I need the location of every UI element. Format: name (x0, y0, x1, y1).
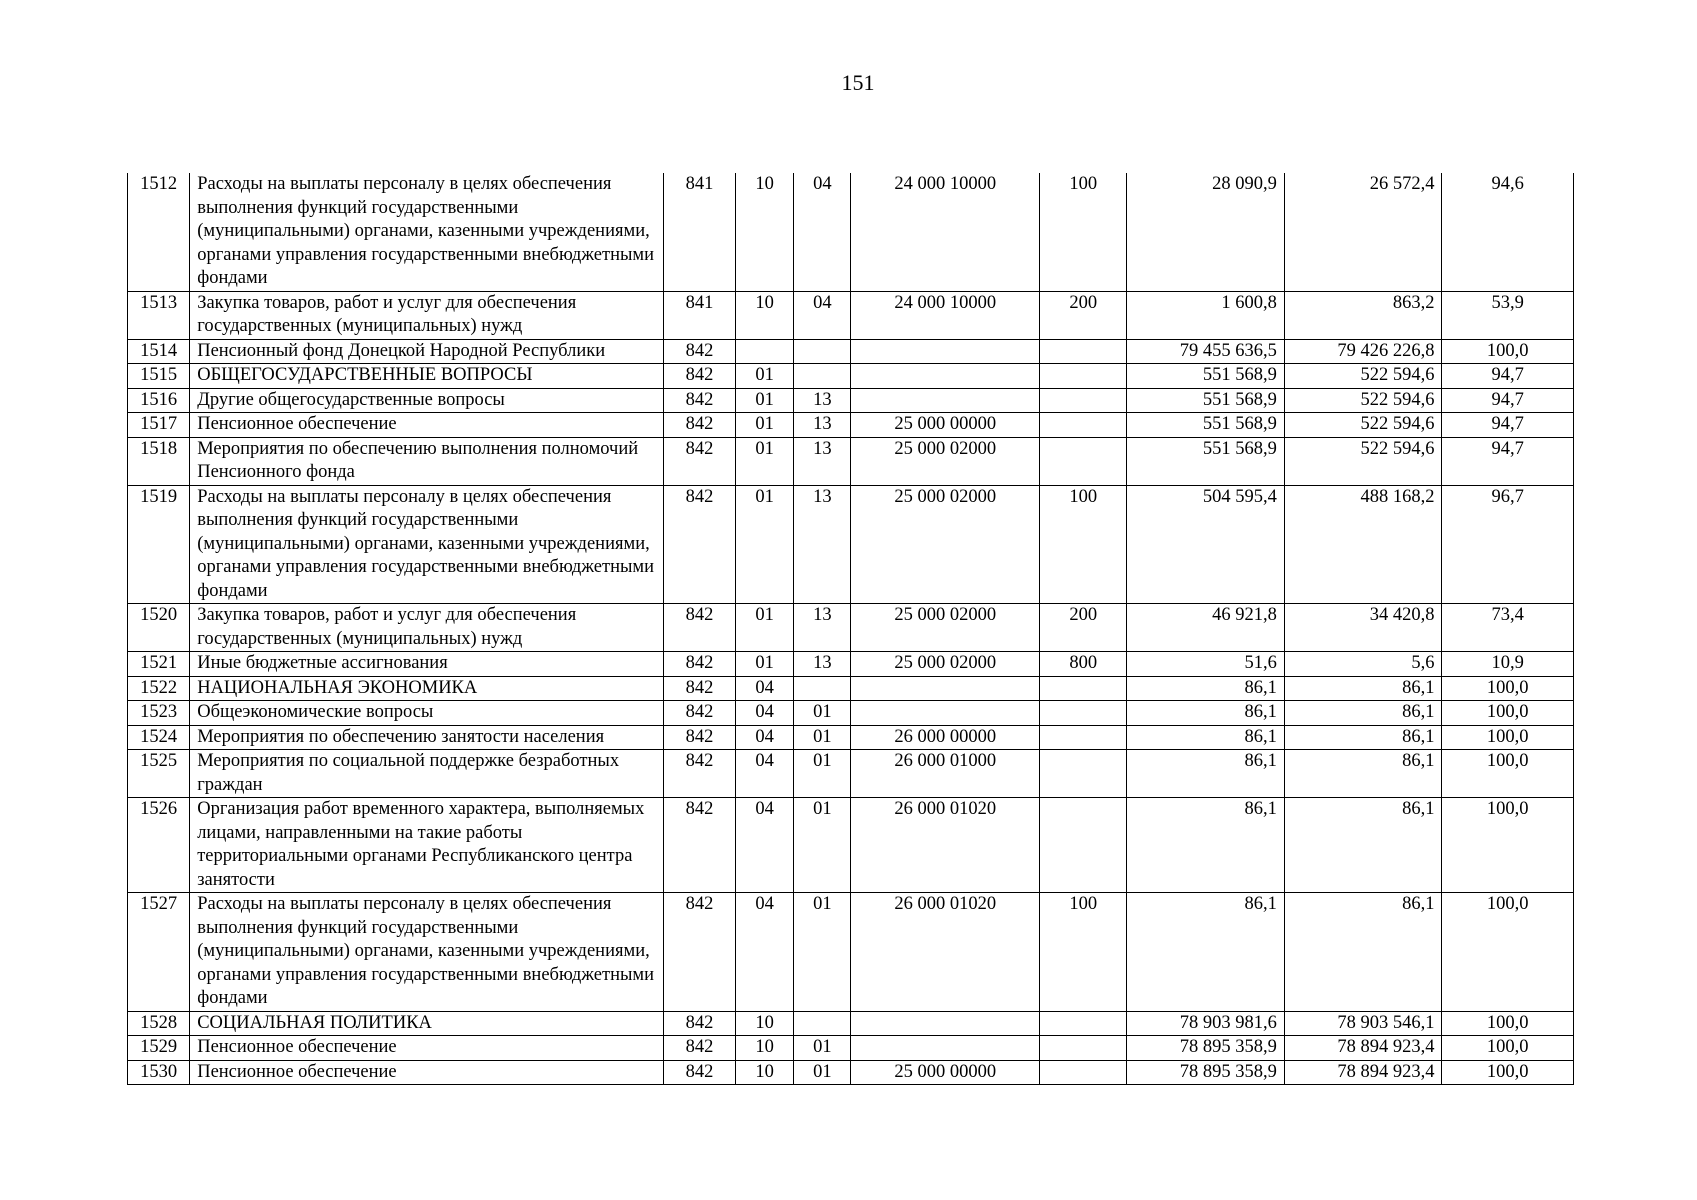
description-cell: НАЦИОНАЛЬНАЯ ЭКОНОМИКА (190, 676, 664, 701)
section-code-cell: 01 (736, 604, 794, 652)
description-cell: Закупка товаров, работ и услуг для обеспечения государственных (муниципальных) нужд (190, 291, 664, 339)
target-article-cell: 25 000 00000 (851, 413, 1040, 438)
table-row (128, 652, 1574, 677)
budget-table (127, 173, 1574, 1085)
department-code-cell: 842 (663, 388, 735, 413)
execution-percent-cell: 73,4 (1442, 604, 1574, 652)
table-row (128, 676, 1574, 701)
section-code-cell: 10 (736, 1060, 794, 1085)
subsection-code-cell: 01 (794, 701, 851, 726)
expense-type-cell (1040, 413, 1127, 438)
planned-amount-cell: 86,1 (1127, 750, 1285, 798)
description-cell: Пенсионное обеспечение (190, 1036, 664, 1061)
description-cell: ОБЩЕГОСУДАРСТВЕННЫЕ ВОПРОСЫ (190, 364, 664, 389)
subsection-code-cell: 13 (794, 652, 851, 677)
planned-amount-cell: 28 090,9 (1127, 173, 1285, 291)
section-code-cell: 04 (736, 798, 794, 893)
page-number: 151 (841, 70, 875, 95)
table-row (128, 750, 1574, 798)
execution-percent-cell: 100,0 (1442, 1011, 1574, 1036)
subsection-code-cell: 01 (794, 893, 851, 1012)
actual-amount-cell: 863,2 (1284, 291, 1442, 339)
section-code-cell: 04 (736, 676, 794, 701)
table-row (128, 485, 1574, 604)
actual-amount-cell: 522 594,6 (1284, 364, 1442, 389)
row-number-cell: 1524 (128, 725, 190, 750)
target-article-cell: 25 000 02000 (851, 604, 1040, 652)
description-cell: Общеэкономические вопросы (190, 701, 664, 726)
expense-type-cell: 100 (1040, 485, 1127, 604)
execution-percent-cell: 100,0 (1442, 798, 1574, 893)
subsection-code-cell: 13 (794, 437, 851, 485)
section-code-cell: 01 (736, 364, 794, 389)
planned-amount-cell: 86,1 (1127, 701, 1285, 726)
planned-amount-cell: 86,1 (1127, 893, 1285, 1012)
expense-type-cell (1040, 437, 1127, 485)
subsection-code-cell: 01 (794, 798, 851, 893)
execution-percent-cell: 94,7 (1442, 437, 1574, 485)
planned-amount-cell: 78 895 358,9 (1127, 1036, 1285, 1061)
table-row (128, 725, 1574, 750)
department-code-cell: 842 (663, 339, 735, 364)
section-code-cell (736, 339, 794, 364)
planned-amount-cell: 86,1 (1127, 676, 1285, 701)
target-article-cell: 26 000 01000 (851, 750, 1040, 798)
target-article-cell: 25 000 00000 (851, 1060, 1040, 1085)
row-number-cell: 1528 (128, 1011, 190, 1036)
subsection-code-cell: 01 (794, 1036, 851, 1061)
table-row (128, 339, 1574, 364)
execution-percent-cell: 100,0 (1442, 701, 1574, 726)
execution-percent-cell: 10,9 (1442, 652, 1574, 677)
row-number-cell: 1529 (128, 1036, 190, 1061)
target-article-cell: 26 000 00000 (851, 725, 1040, 750)
planned-amount-cell: 504 595,4 (1127, 485, 1285, 604)
department-code-cell: 841 (663, 173, 735, 291)
planned-amount-cell: 86,1 (1127, 725, 1285, 750)
department-code-cell: 842 (663, 604, 735, 652)
execution-percent-cell: 100,0 (1442, 339, 1574, 364)
description-cell: СОЦИАЛЬНАЯ ПОЛИТИКА (190, 1011, 664, 1036)
expense-type-cell: 100 (1040, 173, 1127, 291)
row-number-cell: 1522 (128, 676, 190, 701)
section-code-cell: 01 (736, 388, 794, 413)
target-article-cell: 25 000 02000 (851, 485, 1040, 604)
actual-amount-cell: 86,1 (1284, 701, 1442, 726)
department-code-cell: 842 (663, 750, 735, 798)
table-row (128, 604, 1574, 652)
target-article-cell: 24 000 10000 (851, 173, 1040, 291)
table-row (128, 173, 1574, 291)
table-row (128, 701, 1574, 726)
description-cell: Организация работ временного характера, выполняемых лицами, направленными на такие работы территориальными органами Республиканского центра занятости (190, 798, 664, 893)
actual-amount-cell: 522 594,6 (1284, 413, 1442, 438)
section-code-cell: 04 (736, 893, 794, 1012)
actual-amount-cell: 26 572,4 (1284, 173, 1442, 291)
target-article-cell (851, 676, 1040, 701)
actual-amount-cell: 488 168,2 (1284, 485, 1442, 604)
row-number-cell: 1519 (128, 485, 190, 604)
department-code-cell: 841 (663, 291, 735, 339)
description-cell: Расходы на выплаты персоналу в целях обеспечения выполнения функций государственными (муниципальными) органами, казенными учреждениями, органами управления государственными внебюджетными фондами (190, 893, 664, 1012)
table-row (128, 437, 1574, 485)
planned-amount-cell: 86,1 (1127, 798, 1285, 893)
department-code-cell: 842 (663, 364, 735, 389)
description-cell: Мероприятия по обеспечению выполнения полномочий Пенсионного фонда (190, 437, 664, 485)
target-article-cell: 26 000 01020 (851, 798, 1040, 893)
actual-amount-cell: 86,1 (1284, 798, 1442, 893)
planned-amount-cell: 551 568,9 (1127, 364, 1285, 389)
execution-percent-cell: 100,0 (1442, 725, 1574, 750)
section-code-cell: 01 (736, 413, 794, 438)
table-row (128, 1060, 1574, 1085)
execution-percent-cell: 94,7 (1442, 413, 1574, 438)
target-article-cell (851, 1036, 1040, 1061)
subsection-code-cell (794, 676, 851, 701)
department-code-cell: 842 (663, 485, 735, 604)
description-cell: Расходы на выплаты персоналу в целях обеспечения выполнения функций государственными (муниципальными) органами, казенными учреждениями, органами управления государственными внебюджетными фондами (190, 485, 664, 604)
subsection-code-cell (794, 1011, 851, 1036)
row-number-cell: 1517 (128, 413, 190, 438)
execution-percent-cell: 94,7 (1442, 364, 1574, 389)
target-article-cell (851, 364, 1040, 389)
department-code-cell: 842 (663, 437, 735, 485)
subsection-code-cell: 01 (794, 725, 851, 750)
section-code-cell: 01 (736, 652, 794, 677)
section-code-cell: 10 (736, 1036, 794, 1061)
target-article-cell: 25 000 02000 (851, 437, 1040, 485)
department-code-cell: 842 (663, 1060, 735, 1085)
execution-percent-cell: 94,6 (1442, 173, 1574, 291)
table-row (128, 1011, 1574, 1036)
target-article-cell (851, 339, 1040, 364)
table-row (128, 291, 1574, 339)
row-number-cell: 1520 (128, 604, 190, 652)
expense-type-cell: 100 (1040, 893, 1127, 1012)
section-code-cell: 04 (736, 725, 794, 750)
row-number-cell: 1521 (128, 652, 190, 677)
description-cell: Мероприятия по обеспечению занятости населения (190, 725, 664, 750)
row-number-cell: 1518 (128, 437, 190, 485)
actual-amount-cell: 86,1 (1284, 893, 1442, 1012)
planned-amount-cell: 551 568,9 (1127, 413, 1285, 438)
table-row (128, 364, 1574, 389)
planned-amount-cell: 79 455 636,5 (1127, 339, 1285, 364)
expense-type-cell (1040, 339, 1127, 364)
table-row (128, 1036, 1574, 1061)
row-number-cell: 1514 (128, 339, 190, 364)
planned-amount-cell: 78 895 358,9 (1127, 1060, 1285, 1085)
subsection-code-cell: 13 (794, 485, 851, 604)
row-number-cell: 1515 (128, 364, 190, 389)
table-row (128, 413, 1574, 438)
expense-type-cell (1040, 364, 1127, 389)
subsection-code-cell: 13 (794, 604, 851, 652)
description-cell: Пенсионное обеспечение (190, 1060, 664, 1085)
section-code-cell: 10 (736, 291, 794, 339)
row-number-cell: 1513 (128, 291, 190, 339)
execution-percent-cell: 100,0 (1442, 750, 1574, 798)
planned-amount-cell: 78 903 981,6 (1127, 1011, 1285, 1036)
description-cell: Закупка товаров, работ и услуг для обеспечения государственных (муниципальных) нужд (190, 604, 664, 652)
target-article-cell: 25 000 02000 (851, 652, 1040, 677)
expense-type-cell (1040, 1011, 1127, 1036)
department-code-cell: 842 (663, 676, 735, 701)
department-code-cell: 842 (663, 652, 735, 677)
subsection-code-cell: 04 (794, 291, 851, 339)
actual-amount-cell: 78 903 546,1 (1284, 1011, 1442, 1036)
expense-type-cell (1040, 798, 1127, 893)
expense-type-cell: 800 (1040, 652, 1127, 677)
description-cell: Другие общегосударственные вопросы (190, 388, 664, 413)
target-article-cell: 24 000 10000 (851, 291, 1040, 339)
row-number-cell: 1530 (128, 1060, 190, 1085)
subsection-code-cell (794, 364, 851, 389)
description-cell: Пенсионный фонд Донецкой Народной Республики (190, 339, 664, 364)
execution-percent-cell: 100,0 (1442, 893, 1574, 1012)
expense-type-cell (1040, 701, 1127, 726)
subsection-code-cell (794, 339, 851, 364)
actual-amount-cell: 34 420,8 (1284, 604, 1442, 652)
actual-amount-cell: 522 594,6 (1284, 437, 1442, 485)
description-cell: Мероприятия по социальной поддержке безработных граждан (190, 750, 664, 798)
planned-amount-cell: 51,6 (1127, 652, 1285, 677)
expense-type-cell (1040, 725, 1127, 750)
table-row (128, 798, 1574, 893)
planned-amount-cell: 1 600,8 (1127, 291, 1285, 339)
row-number-cell: 1516 (128, 388, 190, 413)
actual-amount-cell: 86,1 (1284, 750, 1442, 798)
department-code-cell: 842 (663, 413, 735, 438)
row-number-cell: 1526 (128, 798, 190, 893)
target-article-cell (851, 388, 1040, 413)
expense-type-cell (1040, 750, 1127, 798)
planned-amount-cell: 551 568,9 (1127, 388, 1285, 413)
description-cell: Пенсионное обеспечение (190, 413, 664, 438)
table-row (128, 893, 1574, 1012)
planned-amount-cell: 46 921,8 (1127, 604, 1285, 652)
expense-type-cell (1040, 1060, 1127, 1085)
description-cell: Иные бюджетные ассигнования (190, 652, 664, 677)
actual-amount-cell: 86,1 (1284, 725, 1442, 750)
section-code-cell: 10 (736, 173, 794, 291)
row-number-cell: 1525 (128, 750, 190, 798)
execution-percent-cell: 100,0 (1442, 676, 1574, 701)
actual-amount-cell: 78 894 923,4 (1284, 1060, 1442, 1085)
execution-percent-cell: 100,0 (1442, 1036, 1574, 1061)
department-code-cell: 842 (663, 893, 735, 1012)
expense-type-cell (1040, 388, 1127, 413)
description-cell: Расходы на выплаты персоналу в целях обеспечения выполнения функций государственными (муниципальными) органами, казенными учреждениями, органами управления государственными внебюджетными фондами (190, 173, 664, 291)
table-row (128, 388, 1574, 413)
execution-percent-cell: 53,9 (1442, 291, 1574, 339)
subsection-code-cell: 01 (794, 1060, 851, 1085)
actual-amount-cell: 522 594,6 (1284, 388, 1442, 413)
actual-amount-cell: 78 894 923,4 (1284, 1036, 1442, 1061)
actual-amount-cell: 5,6 (1284, 652, 1442, 677)
row-number-cell: 1527 (128, 893, 190, 1012)
subsection-code-cell: 13 (794, 413, 851, 438)
target-article-cell: 26 000 01020 (851, 893, 1040, 1012)
department-code-cell: 842 (663, 701, 735, 726)
department-code-cell: 842 (663, 1036, 735, 1061)
section-code-cell: 10 (736, 1011, 794, 1036)
planned-amount-cell: 551 568,9 (1127, 437, 1285, 485)
subsection-code-cell: 04 (794, 173, 851, 291)
expense-type-cell (1040, 676, 1127, 701)
department-code-cell: 842 (663, 798, 735, 893)
subsection-code-cell: 01 (794, 750, 851, 798)
execution-percent-cell: 94,7 (1442, 388, 1574, 413)
section-code-cell: 01 (736, 437, 794, 485)
row-number-cell: 1523 (128, 701, 190, 726)
section-code-cell: 04 (736, 701, 794, 726)
expense-type-cell (1040, 1036, 1127, 1061)
actual-amount-cell: 79 426 226,8 (1284, 339, 1442, 364)
subsection-code-cell: 13 (794, 388, 851, 413)
expense-type-cell: 200 (1040, 291, 1127, 339)
target-article-cell (851, 1011, 1040, 1036)
section-code-cell: 01 (736, 485, 794, 604)
expense-type-cell: 200 (1040, 604, 1127, 652)
target-article-cell (851, 701, 1040, 726)
department-code-cell: 842 (663, 1011, 735, 1036)
section-code-cell: 04 (736, 750, 794, 798)
execution-percent-cell: 96,7 (1442, 485, 1574, 604)
department-code-cell: 842 (663, 725, 735, 750)
row-number-cell: 1512 (128, 173, 190, 291)
actual-amount-cell: 86,1 (1284, 676, 1442, 701)
execution-percent-cell: 100,0 (1442, 1060, 1574, 1085)
